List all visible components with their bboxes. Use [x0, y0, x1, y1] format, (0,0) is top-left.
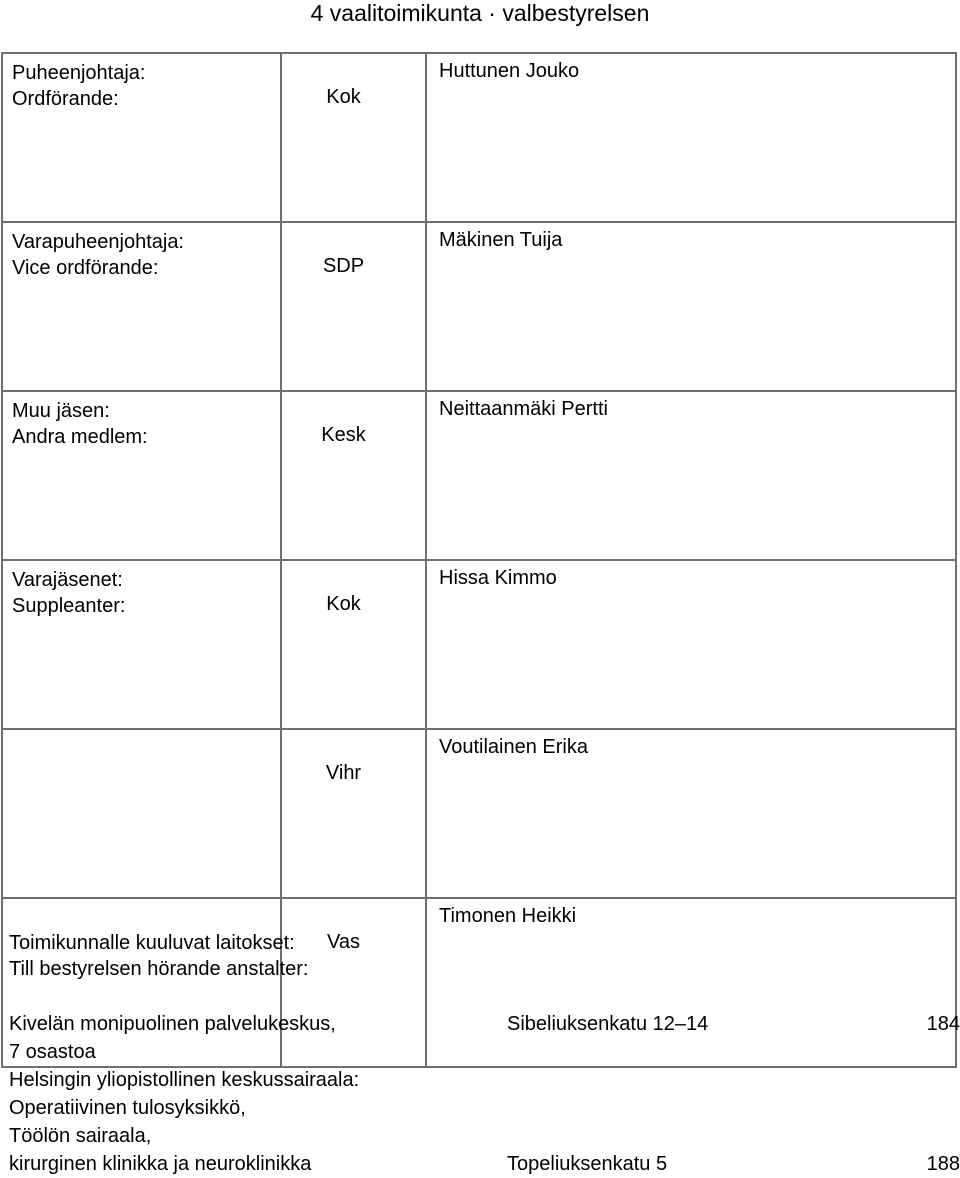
table-row: [2, 53, 956, 222]
unit-text: Töölön sairaala,: [9, 1125, 152, 1147]
unit-text: 7 osastoa: [9, 1041, 96, 1063]
member-name-cell: [426, 560, 956, 729]
unit-code: 188: [926, 1153, 960, 1175]
unit-code: 184: [926, 1013, 960, 1035]
unit-address: Topeliuksenkatu 5: [507, 1153, 668, 1175]
role-label-sv: Suppleanter:: [12, 595, 126, 617]
page-title-text: 4 vaalitoimikunta · valbestyrelsen: [310, 0, 650, 26]
list-item: [9, 1122, 960, 1150]
role-label-sv: Andra medlem:: [12, 426, 148, 448]
list-item: [9, 1038, 960, 1066]
member-name: Hissa Kimmo: [439, 567, 557, 589]
list-item: [9, 1150, 960, 1178]
party-cell: Vihr: [281, 729, 426, 898]
member-name-cell: [426, 391, 956, 560]
party-cell: Vas: [281, 898, 426, 1067]
role-cell: [2, 560, 281, 729]
table-row: [2, 560, 956, 729]
units-heading-sv: Till bestyrelsen hörande anstalter:: [9, 958, 309, 980]
role-label-fi: Puheenjohtaja:: [12, 62, 146, 84]
member-name: Huttunen Jouko: [439, 60, 580, 82]
role-label-fi: Muu jäsen:: [12, 400, 110, 422]
units-heading: [9, 930, 308, 982]
list-item: [9, 1094, 960, 1122]
role-label-fi: Varajäsenet:: [12, 569, 123, 591]
party-cell: Kok: [281, 560, 426, 729]
member-name-cell: [426, 222, 956, 391]
unit-text: Operatiivinen tulosyksikkö,: [9, 1097, 246, 1119]
list-item: [9, 1066, 960, 1094]
member-name-cell: [426, 729, 956, 898]
role-cell: [2, 222, 281, 391]
party-cell: Kesk: [281, 391, 426, 560]
member-name: Timonen Heikki: [439, 905, 577, 927]
role-label-sv: Ordförande:: [12, 88, 119, 110]
unit-text: Kivelän monipuolinen palvelukeskus,: [9, 1013, 336, 1035]
unit-text: Helsingin yliopistollinen keskussairaala:: [9, 1069, 360, 1091]
member-name: Neittaanmäki Pertti: [439, 398, 608, 420]
table-row: [2, 729, 956, 898]
board-members-table: [1, 52, 957, 1068]
table-row: [2, 222, 956, 391]
member-name-cell: [426, 53, 956, 222]
unit-address: Sibeliuksenkatu 12–14: [507, 1013, 709, 1035]
table-row: [2, 391, 956, 560]
units-heading-fi: Toimikunnalle kuuluvat laitokset:: [9, 932, 295, 954]
role-cell: [2, 391, 281, 560]
units-list: [9, 1010, 960, 1178]
party-cell: Kok: [281, 53, 426, 222]
role-cell: [2, 53, 281, 222]
page-title: [0, 0, 960, 26]
party-cell: SDP: [281, 222, 426, 391]
list-item: [9, 1010, 960, 1038]
role-label-sv: Vice ordförande:: [12, 257, 159, 279]
unit-text: kirurginen klinikka ja neuroklinikka: [9, 1153, 312, 1175]
role-cell: [2, 729, 281, 898]
role-label-fi: Varapuheenjohtaja:: [12, 231, 184, 253]
member-name: Voutilainen Erika: [439, 736, 588, 758]
member-name: Mäkinen Tuija: [439, 229, 563, 251]
